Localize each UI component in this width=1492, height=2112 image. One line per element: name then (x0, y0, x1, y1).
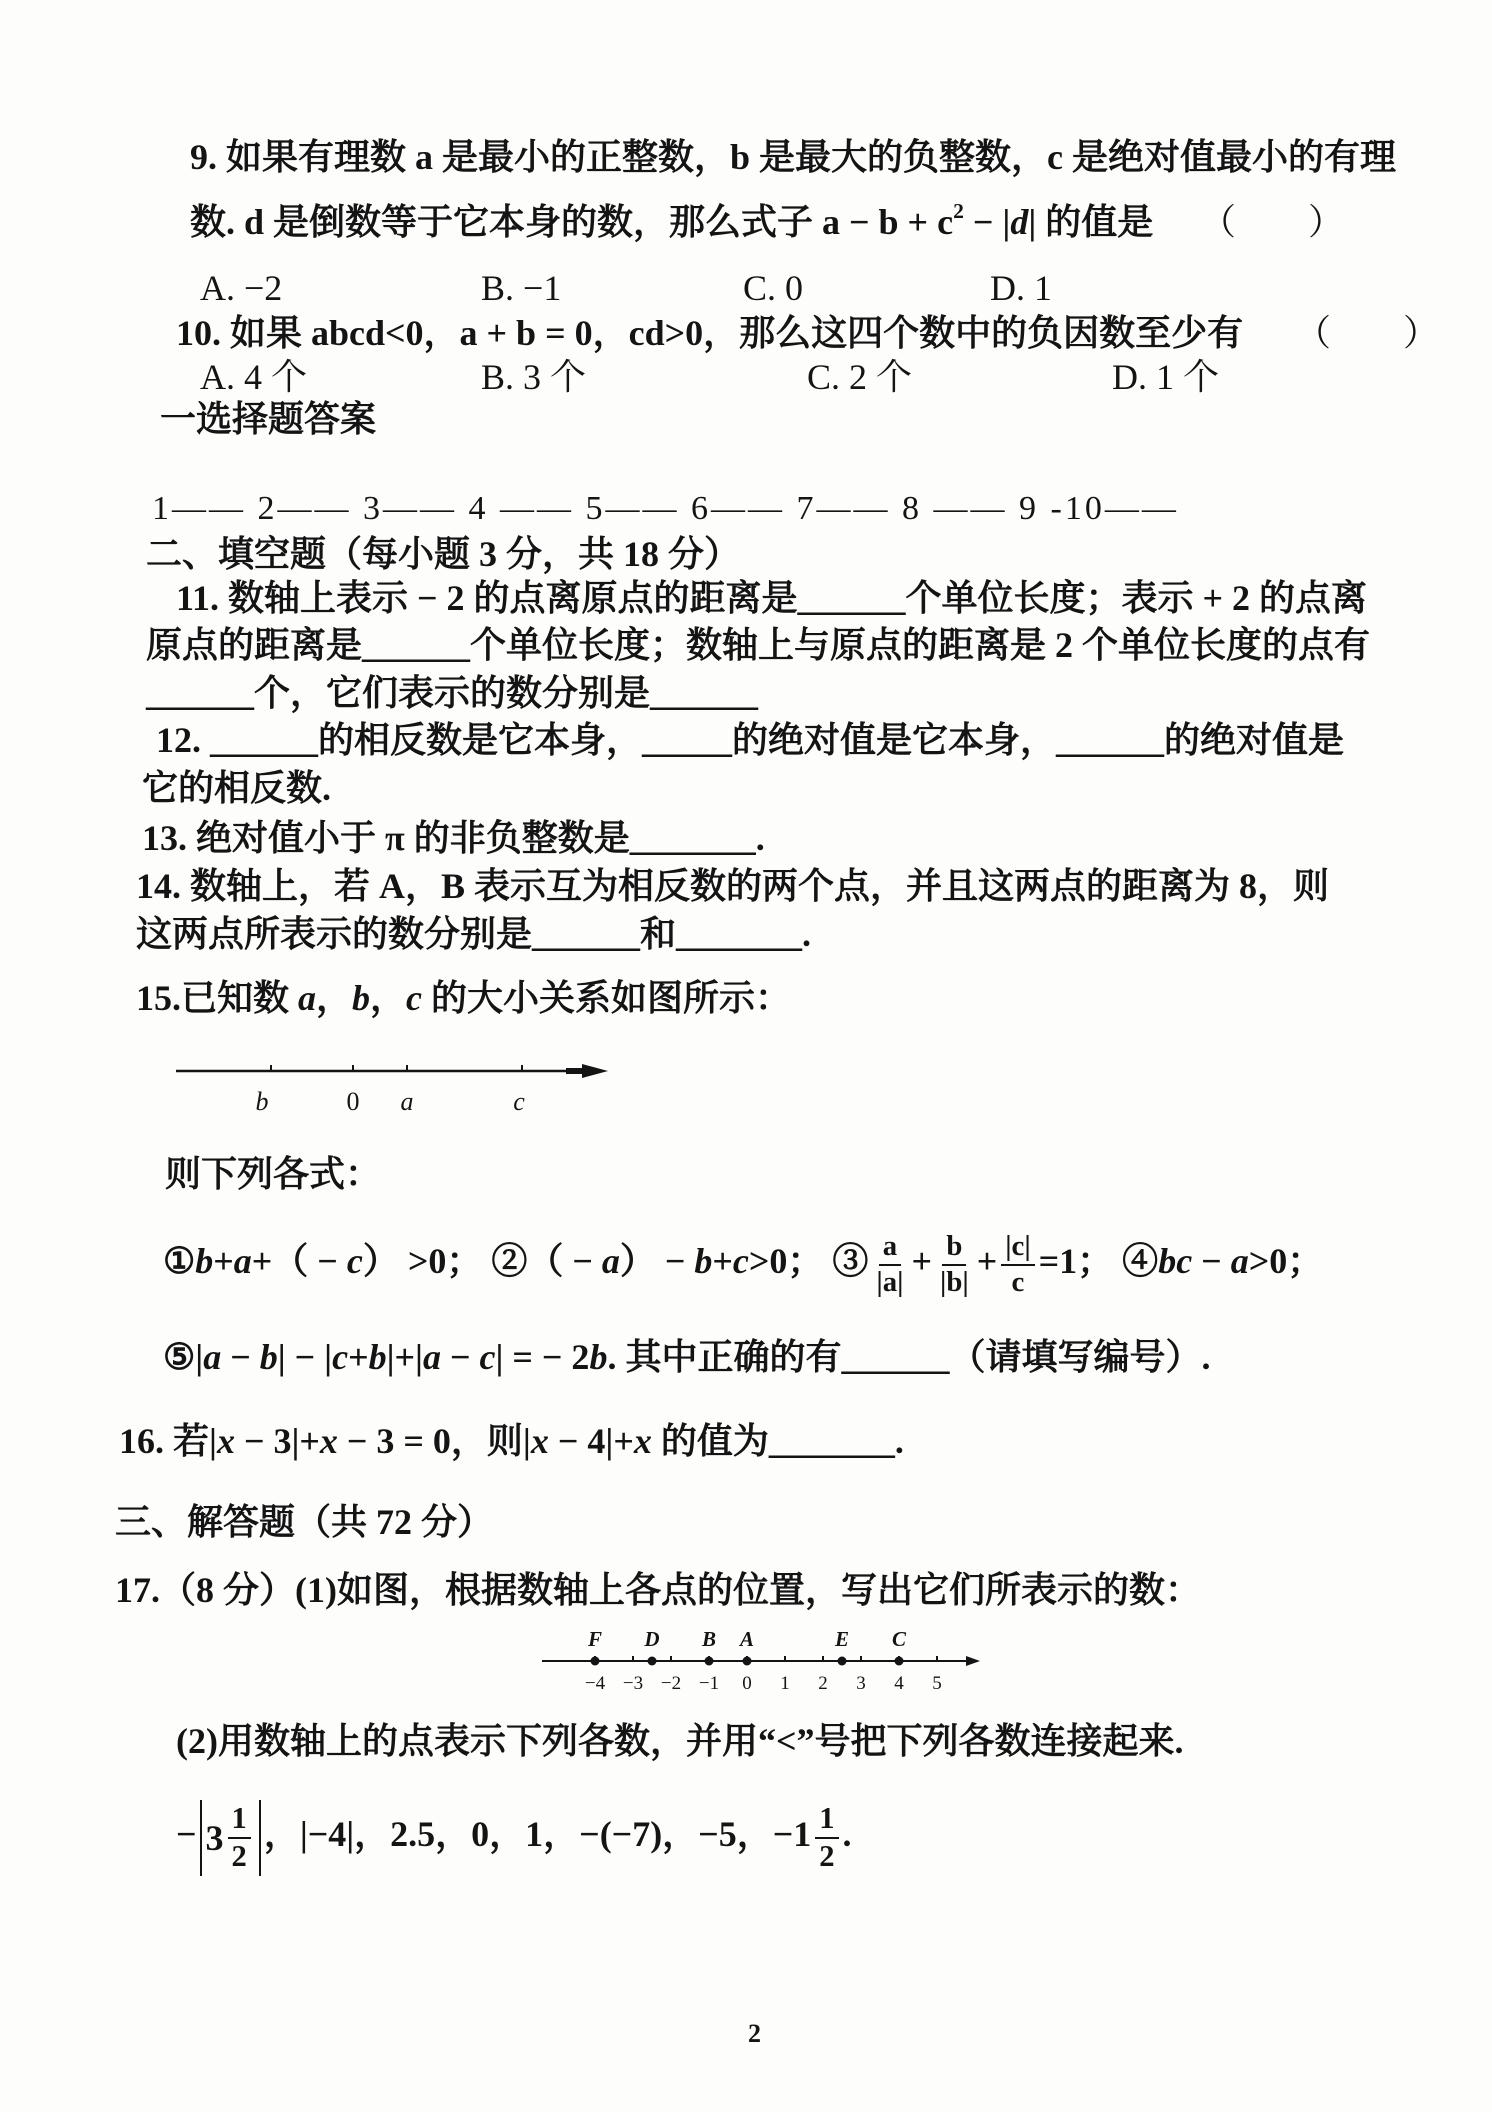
text-run: ， (370, 978, 407, 1018)
section-2-heading: 二、填空题（每小题 3 分，共 18 分） (146, 534, 741, 574)
math-variable: a (203, 1337, 222, 1377)
tick-label: −1 (698, 1673, 720, 1694)
text-run: ） >0； ②（ − (362, 1241, 602, 1281)
fraction-numerator (815, 1802, 838, 1839)
math-variable: a (1230, 1241, 1249, 1281)
tick-label: −2 (660, 1673, 682, 1694)
point-dot (705, 1657, 714, 1666)
choice-answer-heading: 一选择题答案 (160, 399, 377, 439)
text-run: |+| (386, 1337, 423, 1377)
point-dot (591, 1657, 600, 1666)
math-variable: a (601, 1241, 620, 1281)
text-run: + (712, 1241, 733, 1281)
text-run: . (842, 1814, 852, 1854)
question-10-option-b: B. 3 个 (481, 357, 587, 397)
question-15-statements (163, 1226, 1323, 1298)
question-9-line-2 (190, 198, 1154, 244)
text-run: − 3 = 0，则| (337, 1421, 531, 1461)
text-run: |c| (1005, 1230, 1031, 1263)
fraction-denominator (815, 1839, 838, 1874)
tick-label: 4 (894, 1673, 904, 1694)
tick-label: 0 (742, 1673, 752, 1694)
fraction-denominator (1008, 1266, 1029, 1299)
question-12-line-1: 12. ______的相反数是它本身，_____的绝对值是它本身，______的绝对值是 (156, 720, 1345, 760)
question-15-statement-5 (163, 1336, 1210, 1379)
text-run: ， (316, 978, 353, 1018)
question-9-option-a: A. −2 (200, 268, 283, 308)
question-9-option-c: C. 0 (743, 268, 804, 308)
number-line-arrowhead (966, 1656, 980, 1666)
math-variable: x (319, 1421, 338, 1461)
question-13-text: 13. 绝对值小于 π 的非负整数是_______. (142, 818, 765, 858)
question-10-option-a: A. 4 个 (200, 357, 307, 397)
text-run: a (882, 1230, 898, 1263)
math-variable: a (422, 1337, 441, 1377)
text-run: ，|−4|，2.5，0，1，−(−7)，−5，−1 (263, 1814, 812, 1854)
math-variable: a (298, 978, 317, 1018)
text-run: 16. 若| (119, 1421, 217, 1461)
question-9-answer-parentheses: （ ） (1200, 202, 1345, 242)
text-run: + (348, 1337, 369, 1377)
point-dot (743, 1657, 752, 1666)
text-run: 3 (205, 1817, 224, 1858)
text-run: − (176, 1814, 197, 1854)
math-variable: x (530, 1421, 549, 1461)
text-run: 2 (819, 1838, 835, 1873)
point-label: C (891, 1627, 907, 1651)
math-variable: bc (1158, 1241, 1193, 1281)
point-dot (838, 1657, 847, 1666)
math-variable: d (1010, 202, 1029, 242)
text-run: 1 (231, 1801, 247, 1836)
text-run: | 的值是 (1028, 202, 1154, 242)
section-3-heading: 三、解答题（共 72 分） (115, 1502, 494, 1542)
text-run: |a| (876, 1265, 904, 1298)
question-15-number-line (150, 1040, 630, 1124)
point-label: D (644, 1627, 660, 1651)
text-run: | = − 2 (495, 1337, 590, 1377)
text-run: − (221, 1337, 260, 1377)
question-17-number-line (520, 1610, 1000, 1700)
math-variable: c (346, 1241, 363, 1281)
question-15-then-label: 则下列各式： (165, 1154, 382, 1194)
fraction-numerator (1001, 1231, 1034, 1266)
math-variable: c (332, 1337, 349, 1377)
point-dot (648, 1657, 657, 1666)
text-run: b (946, 1230, 963, 1263)
choice-answer-line: 1—— 2—— 3—— 4 —— 5—— 6—— 7—— 8 —— 9 -10—— (152, 490, 1179, 527)
text-run: 的大小关系如图所示： (422, 978, 792, 1018)
text-run: 1 (819, 1801, 835, 1836)
math-variable: b (694, 1241, 713, 1281)
text-run: c (1011, 1265, 1025, 1298)
fraction-denominator (228, 1839, 251, 1874)
tick-label: 3 (856, 1673, 866, 1694)
question-10-option-c: C. 2 个 (807, 357, 913, 397)
text-run: 数. d 是倒数等于它本身的数，那么式子 a − b + c (190, 202, 954, 242)
question-17-part-2: (2)用数轴上的点表示下列各数，并用“<”号把下列各数连接起来. (176, 1721, 1184, 1761)
fraction (936, 1231, 973, 1298)
fraction (228, 1802, 251, 1873)
text-run: + (911, 1241, 932, 1281)
tick-label: −3 (622, 1673, 644, 1694)
text-run: − 4|+ (548, 1421, 634, 1461)
tick-label: −4 (584, 1673, 606, 1694)
point-label: F (587, 1627, 603, 1651)
math-variable: x (633, 1421, 652, 1461)
math-variable: b (368, 1337, 387, 1377)
point-label: A (739, 1627, 755, 1651)
text-run: − 3|+ (234, 1421, 320, 1461)
question-11-line-3: ______个，它们表示的数分别是______ (146, 673, 759, 713)
fraction-denominator (936, 1266, 973, 1299)
question-14-line-1: 14. 数轴上，若 A，B 表示互为相反数的两个点，并且这两点的距离为 8，则 (136, 866, 1330, 906)
question-15-intro (136, 977, 791, 1020)
tick-label: 2 (818, 1673, 828, 1694)
text-run: − (440, 1337, 480, 1377)
question-17-part-1: 17.（8 分）(1)如图，根据数轴上各点的位置，写出它们所表示的数： (115, 1570, 1201, 1610)
text-run: 15.已知数 (136, 978, 299, 1018)
question-9-option-d: D. 1 (990, 268, 1052, 308)
math-variable: b (195, 1241, 214, 1281)
point-label-c: c (513, 1087, 525, 1116)
question-9-option-b: B. −1 (481, 268, 562, 308)
math-variable: b (352, 978, 371, 1018)
point-label-0: 0 (346, 1087, 360, 1116)
math-variable: c (732, 1241, 749, 1281)
text-run: 的值为_______. (651, 1421, 904, 1461)
page-number: 2 (748, 2019, 761, 2048)
text-run: − | (963, 202, 1011, 242)
math-variable: c (406, 978, 423, 1018)
text-run: . 其中正确的有______（请填写编号）. (607, 1337, 1211, 1377)
text-run: ） − (619, 1241, 695, 1281)
point-label: B (701, 1627, 717, 1651)
text-run: >0； ③ (748, 1241, 869, 1281)
number-line-arrow-shaft (566, 1068, 584, 1074)
question-14-line-2: 这两点所表示的数分别是______和_______. (136, 914, 812, 954)
fraction-numerator (879, 1231, 901, 1266)
math-variable: x (216, 1421, 235, 1461)
question-11-line-2: 原点的距离是______个单位长度；数轴上与原点的距离是 2 个单位长度的点有 (146, 625, 1371, 665)
tick-label: 1 (780, 1673, 790, 1694)
point-dot (895, 1657, 904, 1666)
tick-label: 5 (932, 1673, 942, 1694)
point-label-a: a (400, 1087, 414, 1116)
fraction (1001, 1231, 1034, 1298)
math-variable: b (259, 1337, 278, 1377)
fraction-numerator (942, 1231, 966, 1266)
question-12-line-2: 它的相反数. (142, 768, 332, 808)
math-variable: c (479, 1337, 496, 1377)
question-16-text (119, 1420, 904, 1463)
text-run: =1； ④ (1038, 1241, 1159, 1281)
absolute-value (200, 1800, 261, 1876)
text-run: +（ − (251, 1241, 347, 1281)
question-17-number-list (176, 1796, 852, 1876)
text-run: ⑤| (163, 1337, 204, 1377)
question-10-answer-parentheses: （ ） (1295, 313, 1440, 353)
math-variable: a (233, 1241, 252, 1281)
text-run: − (1192, 1241, 1231, 1281)
fraction (815, 1802, 838, 1873)
text-run: >0； (1248, 1241, 1324, 1281)
question-9-line-1: 9. 如果有理数 a 是最小的正整数，b 是最大的负整数，c 是绝对值最小的有理 (190, 137, 1397, 177)
math-variable: b (589, 1337, 608, 1377)
exponent: 2 (953, 198, 964, 223)
fraction (872, 1231, 907, 1298)
text-run: ① (163, 1241, 196, 1281)
question-11-line-1: 11. 数轴上表示 − 2 的点离原点的距离是______个单位长度；表示 + 2 的点离 (176, 578, 1368, 618)
fraction-numerator (228, 1802, 251, 1839)
point-label-b: b (255, 1087, 269, 1116)
text-run: 2 (231, 1838, 247, 1873)
point-label: E (834, 1627, 850, 1651)
text-run: + (976, 1241, 998, 1281)
question-10-option-d: D. 1 个 (1112, 357, 1219, 397)
text-run: | − | (277, 1337, 333, 1377)
fraction-denominator (872, 1266, 907, 1299)
question-10-text: 10. 如果 abcd<0，a + b = 0，cd>0，那么这四个数中的负因数至少有 (176, 313, 1244, 353)
text-run: |b| (939, 1265, 969, 1298)
number-line-arrowhead (582, 1064, 608, 1078)
text-run: + (213, 1241, 234, 1281)
